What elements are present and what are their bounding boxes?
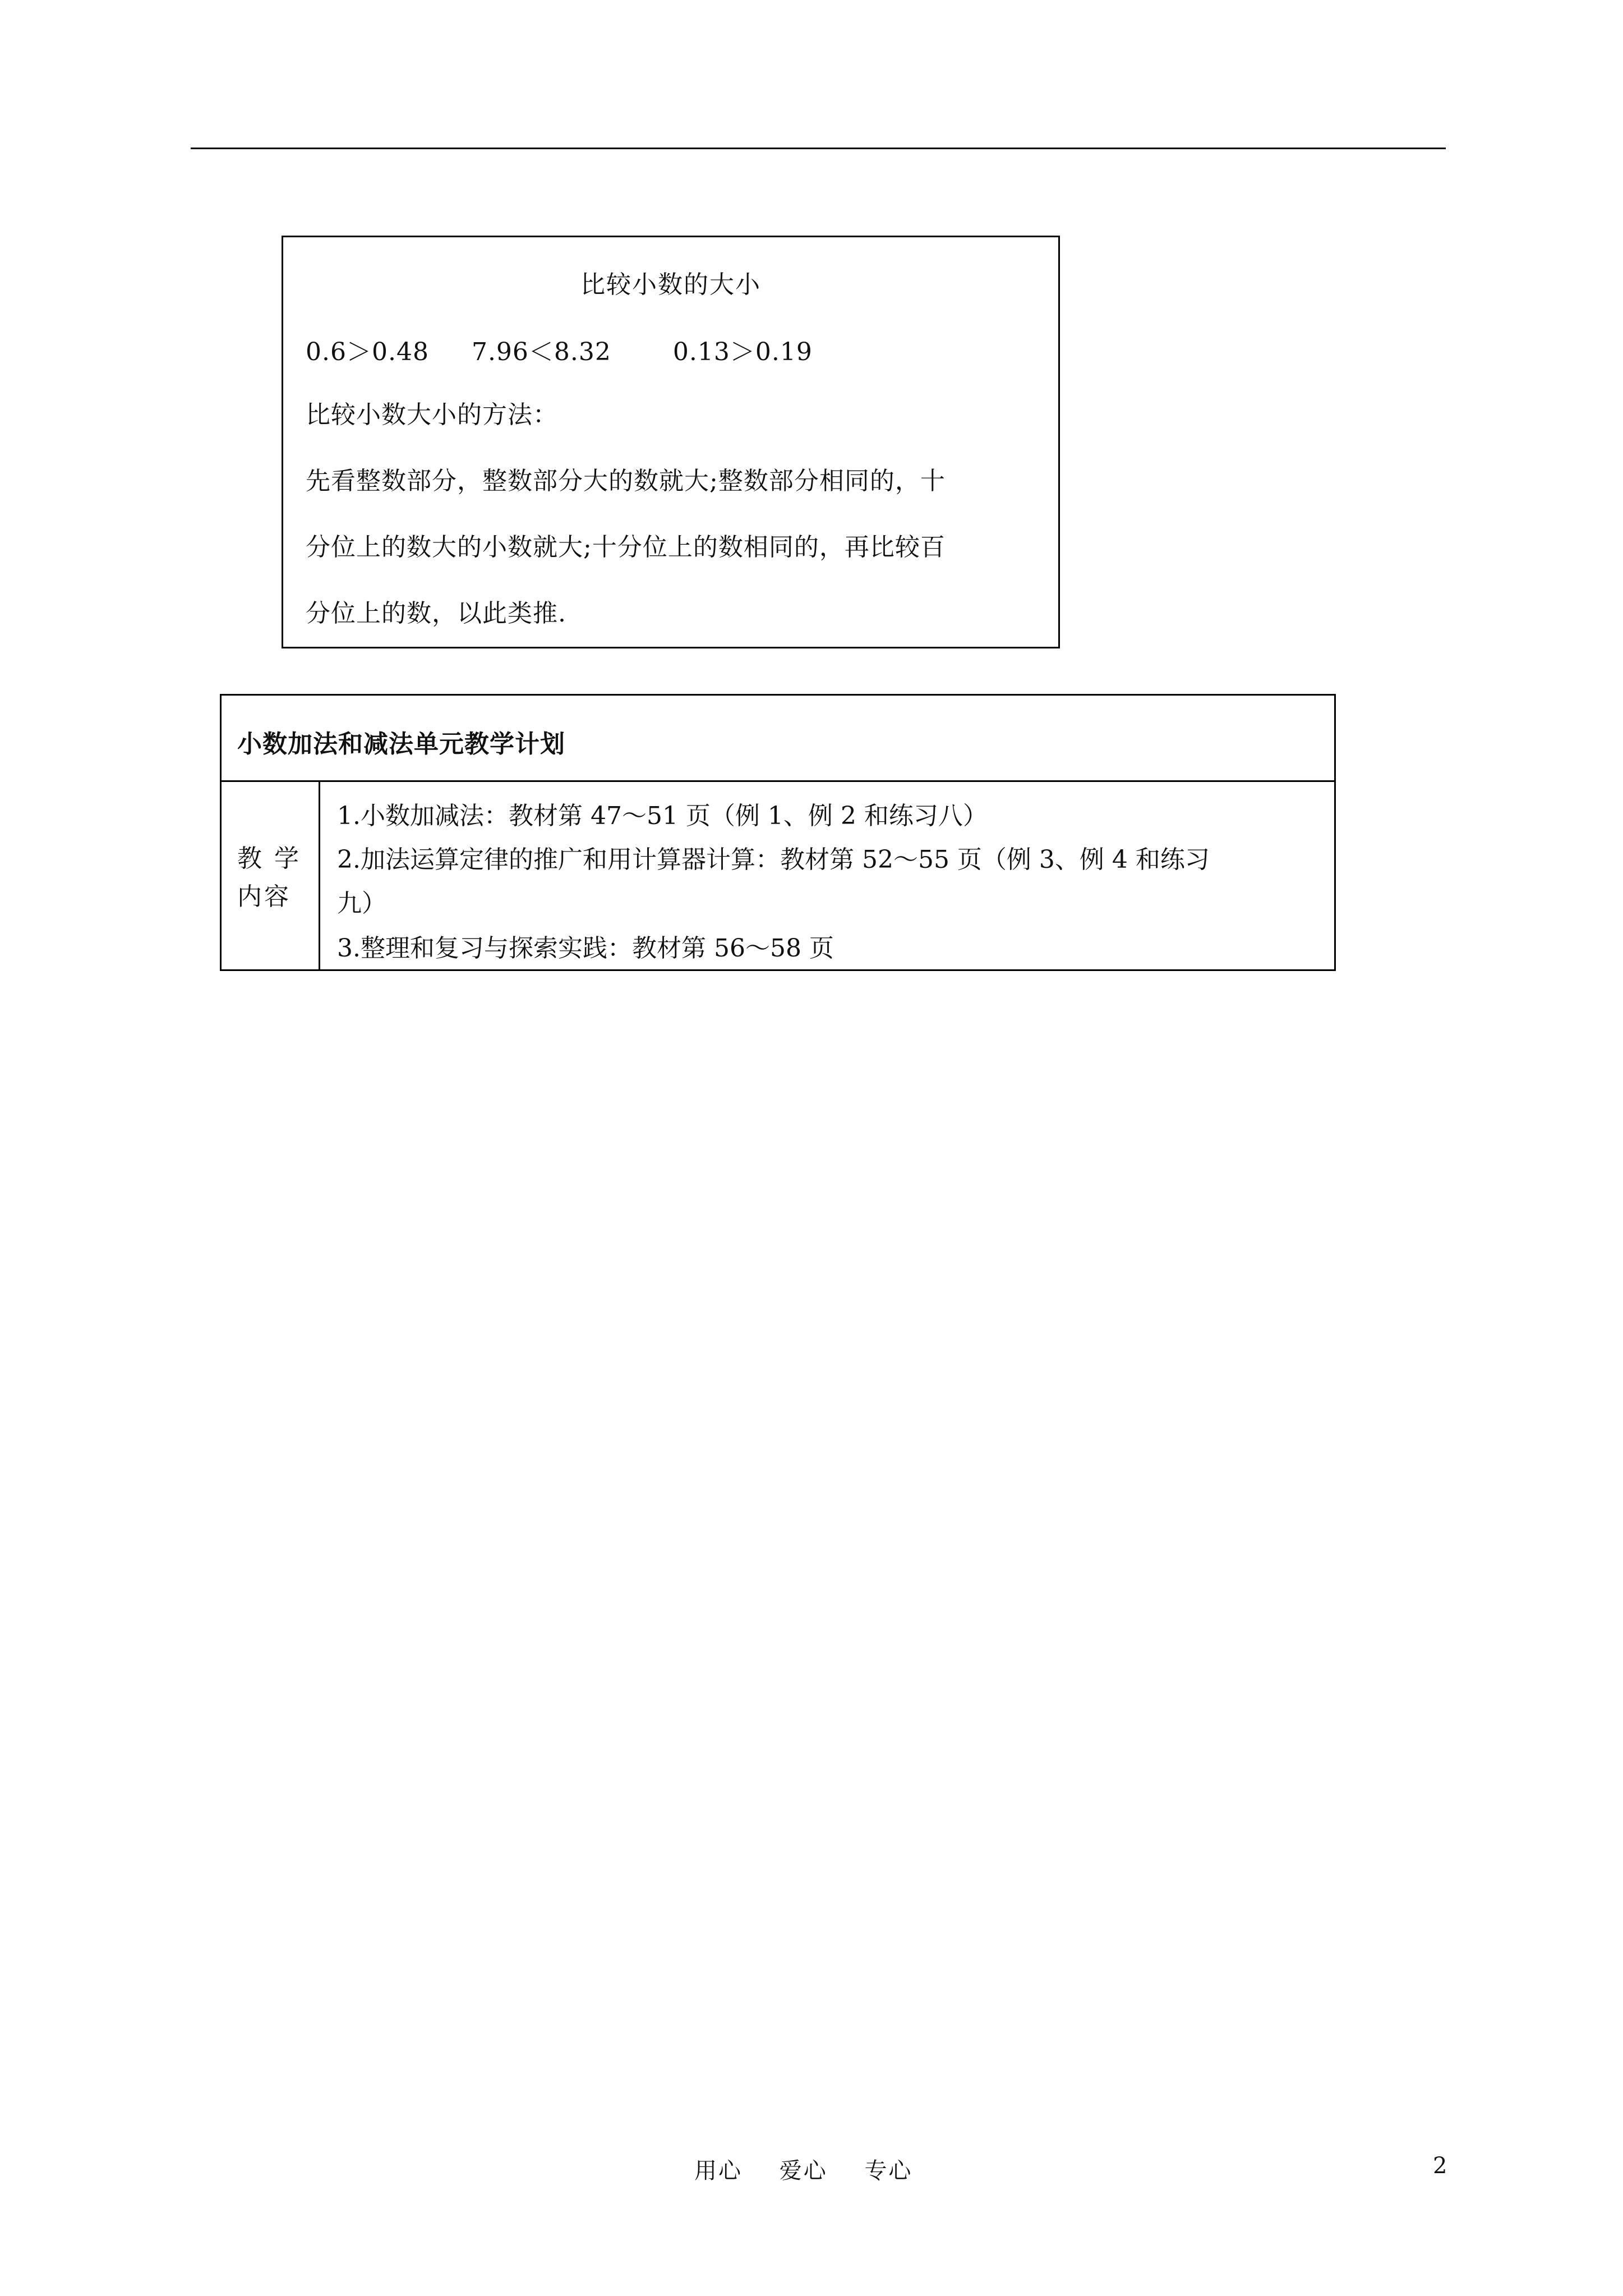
- content-item-3: 3.整理和复习与探索实践：教材第 56～58 页: [337, 934, 834, 963]
- footer-mottos: [694, 2153, 940, 2185]
- page-number: 2: [1433, 2153, 1447, 2179]
- label-line-1: 教学: [237, 844, 311, 873]
- comparison-1: 0.6＞0.48: [306, 338, 429, 366]
- method-title: 比较小数大小的方法：: [306, 401, 558, 429]
- motto-3: 专心: [864, 2158, 913, 2184]
- plan-title: 小数加法和减法单元教学计划: [237, 730, 565, 758]
- comparison-2: 7.96＜8.32: [471, 338, 611, 366]
- comparison-examples: [306, 332, 813, 367]
- compare-decimals-box: [282, 236, 1060, 648]
- comparison-3: 0.13＞0.19: [672, 338, 813, 366]
- plan-header-row: [222, 696, 1334, 782]
- teaching-plan-table: [220, 694, 1336, 971]
- content-label-cell: [222, 782, 320, 969]
- motto-1: 用心: [694, 2158, 743, 2184]
- content-item-1: 1.小数加减法：教材第 47～51 页（例 1、例 2 和练习八）: [337, 802, 988, 830]
- content-item-2: 2.加法运算定律的推广和用计算器计算：教材第 52～55 页（例 3、例 4 和练习: [337, 845, 1210, 874]
- motto-2: 爱心: [779, 2158, 828, 2184]
- box-title: 比较小数的大小: [580, 270, 761, 299]
- method-line-1: 先看整数部分，整数部分大的数就大;整数部分相同的，十: [306, 467, 946, 495]
- label-line-2: 内容: [237, 882, 291, 911]
- content-item-2-cont: 九）: [337, 889, 386, 918]
- method-line-3: 分位上的数，以此类推.: [306, 599, 566, 628]
- header-rule: [191, 148, 1446, 149]
- method-line-2: 分位上的数大的小数就大;十分位上的数相同的，再比较百: [306, 533, 946, 562]
